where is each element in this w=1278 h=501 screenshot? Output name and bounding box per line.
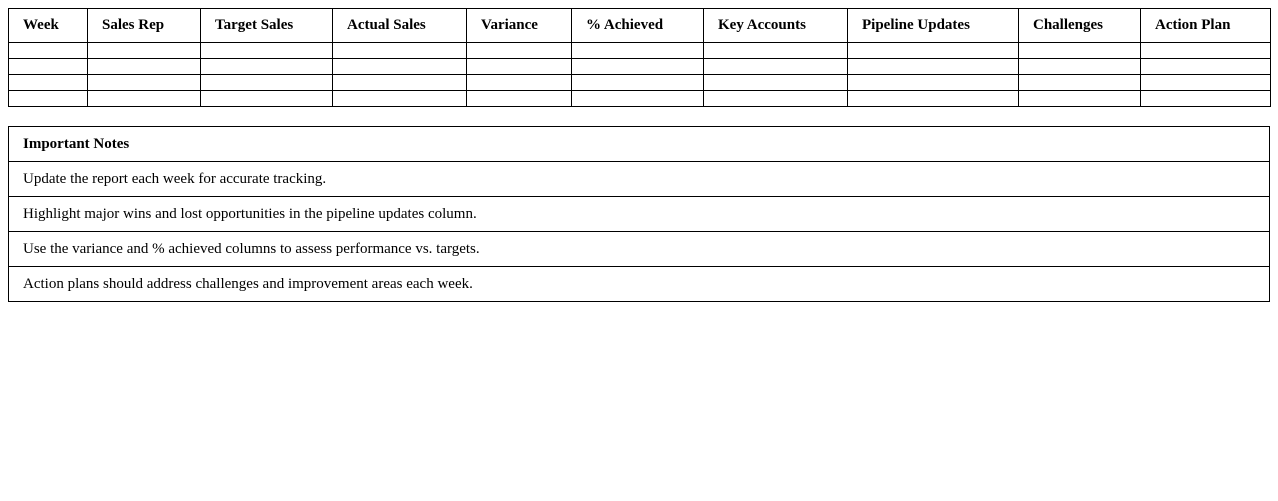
table-cell[interactable] xyxy=(1141,43,1271,59)
table-cell[interactable] xyxy=(1019,59,1141,75)
table-cell[interactable] xyxy=(467,43,572,59)
table-cell[interactable] xyxy=(201,59,333,75)
table-cell[interactable] xyxy=(1019,75,1141,91)
weekly-sales-report-table xyxy=(8,8,1271,107)
note-text: Update the report each week for accurate tracking. xyxy=(9,162,1270,197)
column-header-key-accounts: Key Accounts xyxy=(704,9,848,43)
table-row xyxy=(9,91,1271,107)
table-cell[interactable] xyxy=(572,43,704,59)
table-cell[interactable] xyxy=(201,91,333,107)
table-cell[interactable] xyxy=(467,59,572,75)
table-cell[interactable] xyxy=(1141,59,1271,75)
important-notes-table xyxy=(8,126,1270,302)
table-header-row xyxy=(9,9,1271,43)
table-cell[interactable] xyxy=(848,91,1019,107)
table-cell[interactable] xyxy=(848,59,1019,75)
table-cell[interactable] xyxy=(467,91,572,107)
column-header-week: Week xyxy=(9,9,88,43)
list-item xyxy=(9,232,1270,267)
table-cell[interactable] xyxy=(88,75,201,91)
table-cell[interactable] xyxy=(848,43,1019,59)
table-cell[interactable] xyxy=(88,59,201,75)
table-cell[interactable] xyxy=(9,75,88,91)
document-page xyxy=(8,8,1270,302)
table-cell[interactable] xyxy=(333,75,467,91)
table-cell[interactable] xyxy=(9,43,88,59)
column-header-pipeline-updates: Pipeline Updates xyxy=(848,9,1019,43)
table-cell[interactable] xyxy=(1019,43,1141,59)
table-cell[interactable] xyxy=(333,91,467,107)
column-header-percent-achieved: % Achieved xyxy=(572,9,704,43)
note-text: Use the variance and % achieved columns to assess performance vs. targets. xyxy=(9,232,1270,267)
note-text: Action plans should address challenges and improvement areas each week. xyxy=(9,267,1270,302)
column-header-action-plan: Action Plan xyxy=(1141,9,1271,43)
column-header-challenges: Challenges xyxy=(1019,9,1141,43)
table-cell[interactable] xyxy=(704,59,848,75)
table-cell[interactable] xyxy=(704,75,848,91)
table-cell[interactable] xyxy=(333,43,467,59)
table-cell[interactable] xyxy=(848,75,1019,91)
column-header-variance: Variance xyxy=(467,9,572,43)
list-item xyxy=(9,197,1270,232)
table-row xyxy=(9,43,1271,59)
table-cell[interactable] xyxy=(572,59,704,75)
table-cell[interactable] xyxy=(201,75,333,91)
table-cell[interactable] xyxy=(1141,75,1271,91)
table-cell[interactable] xyxy=(88,91,201,107)
table-cell[interactable] xyxy=(1141,91,1271,107)
table-cell[interactable] xyxy=(9,91,88,107)
column-header-target-sales: Target Sales xyxy=(201,9,333,43)
list-item xyxy=(9,267,1270,302)
column-header-actual-sales: Actual Sales xyxy=(333,9,467,43)
table-row xyxy=(9,75,1271,91)
table-cell[interactable] xyxy=(467,75,572,91)
table-cell[interactable] xyxy=(201,43,333,59)
table-cell[interactable] xyxy=(572,91,704,107)
table-cell[interactable] xyxy=(333,59,467,75)
list-item xyxy=(9,162,1270,197)
table-cell[interactable] xyxy=(704,43,848,59)
table-cell[interactable] xyxy=(704,91,848,107)
notes-title: Important Notes xyxy=(9,127,1270,162)
notes-header-row xyxy=(9,127,1270,162)
table-cell[interactable] xyxy=(1019,91,1141,107)
note-text: Highlight major wins and lost opportunities in the pipeline updates column. xyxy=(9,197,1270,232)
table-cell[interactable] xyxy=(572,75,704,91)
column-header-sales-rep: Sales Rep xyxy=(88,9,201,43)
table-row xyxy=(9,59,1271,75)
table-cell[interactable] xyxy=(88,43,201,59)
table-cell[interactable] xyxy=(9,59,88,75)
